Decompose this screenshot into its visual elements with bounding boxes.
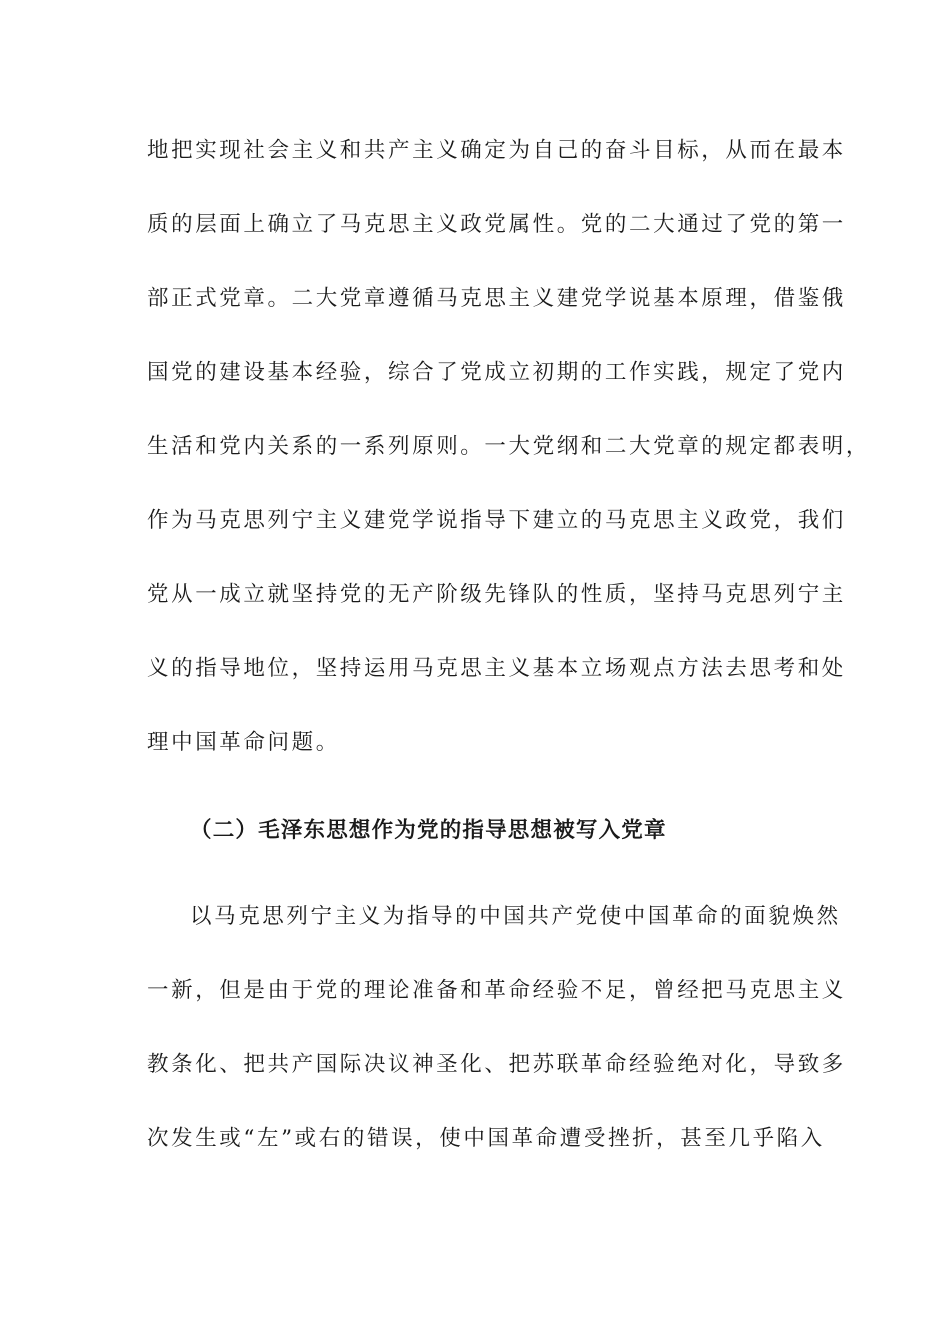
paragraph-line: 作为马克思列宁主义建党学说指导下建立的马克思主义政党，我们 xyxy=(147,508,846,533)
paragraph-line: 生活和党内关系的一系列原则。一大党纲和二大党章的规定都表明， xyxy=(147,434,871,459)
paragraph-line: 理中国革命问题。 xyxy=(147,730,340,755)
paragraph-line: 国党的建设基本经验，综合了党成立初期的工作实践，规定了党内 xyxy=(147,360,846,385)
paragraph-line: 质的层面上确立了马克思主义政党属性。党的二大通过了党的第一 xyxy=(147,212,846,237)
paragraph-line: 以马克思列宁主义为指导的中国共产党使中国革命的面貌焕然 xyxy=(190,904,841,929)
section-heading: （二）毛泽东思想作为党的指导思想被写入党章 xyxy=(190,818,667,843)
paragraph-line: 部正式党章。二大党章遵循马克思主义建党学说基本原理，借鉴俄 xyxy=(147,286,846,311)
paragraph-line: 党从一成立就坚持党的无产阶级先锋队的性质，坚持马克思列宁主 xyxy=(147,582,846,607)
paragraph-line: 义的指导地位，坚持运用马克思主义基本立场观点方法去思考和处 xyxy=(147,656,846,681)
paragraph-line: 次发生或“左”或右的错误，使中国革命遭受挫折，甚至几乎陷入 xyxy=(147,1126,825,1151)
paragraph-line: 一新，但是由于党的理论准备和革命经验不足，曾经把马克思主义 xyxy=(147,978,846,1003)
paragraph-line: 教条化、把共产国际决议神圣化、把苏联革命经验绝对化，导致多 xyxy=(147,1052,846,1077)
paragraph-line: 地把实现社会主义和共产主义确定为自己的奋斗目标，从而在最本 xyxy=(147,138,846,163)
